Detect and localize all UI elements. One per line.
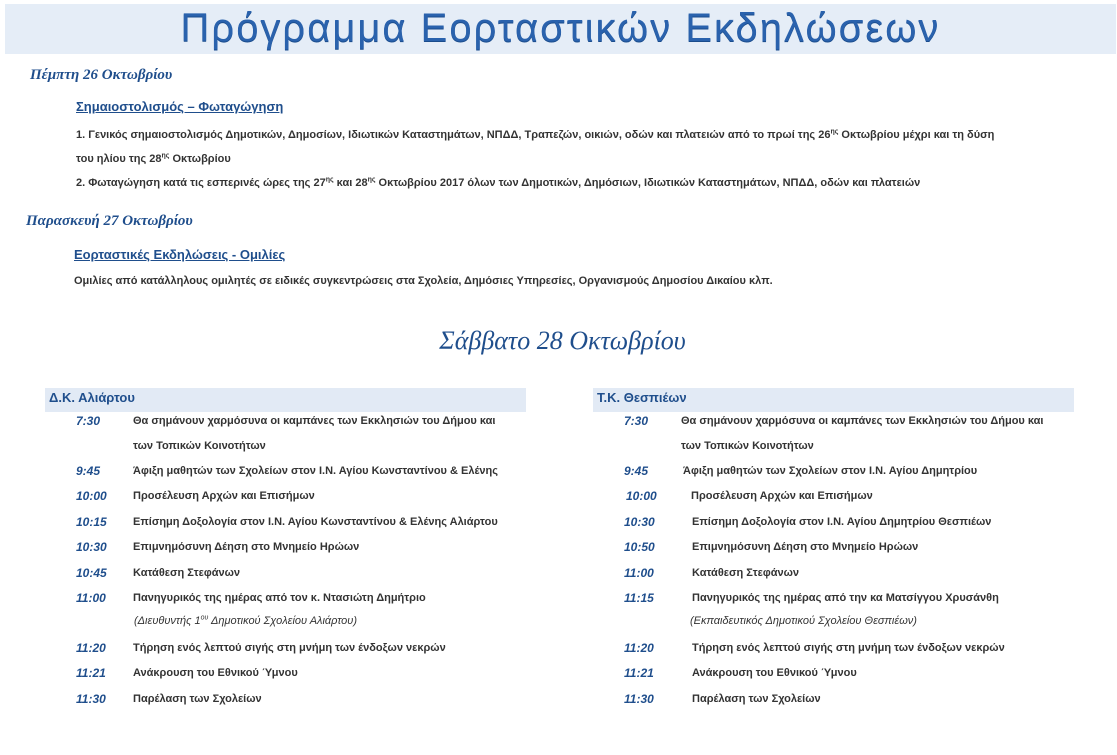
right-event: Παρέλαση των Σχολείων (692, 693, 821, 705)
left-event: Πανηγυρικός της ημέρας από τον κ. Ντασιώτη Δημήτριο (133, 592, 426, 604)
right-time: 11:00 (624, 566, 654, 580)
section-decoration-lighting: Σημαιοστολισμός – Φωταγώγηση (76, 99, 284, 114)
right-event: Ανάκρουση του Εθνικού Ύμνου (692, 667, 857, 679)
right-column-heading: Τ.Κ. Θεσπιέων (593, 388, 1074, 412)
right-time: 10:30 (624, 515, 655, 529)
left-event: Επιμνημόσυνη Δέηση στο Μνημείο Ηρώων (133, 541, 360, 553)
section-speeches: Εορταστικές Εκδηλώσεις - Ομιλίες (74, 247, 286, 262)
right-event: Θα σημάνουν χαρμόσυνα οι καμπάνες των Εκκλησιών του Δήμου και (681, 415, 1044, 427)
left-time: 11:00 (76, 591, 106, 605)
left-time: 11:30 (76, 692, 106, 706)
left-time: 7:30 (76, 414, 101, 428)
left-time: 11:21 (76, 666, 106, 680)
left-column-heading: Δ.Κ. Αλιάρτου (45, 388, 526, 412)
right-time: 7:30 (624, 414, 649, 428)
right-time: 11:15 (624, 591, 654, 605)
left-event: των Τοπικών Κοινοτήτων (133, 440, 266, 452)
right-event: Τήρηση ενός λεπτού σιγής στη μνήμη των ένδοξων νεκρών (692, 642, 1005, 654)
left-event: Θα σημάνουν χαρμόσυνα οι καμπάνες των Εκκλησιών του Δήμου και (133, 415, 496, 427)
right-event: Άφιξη μαθητών των Σχολείων στον Ι.Ν. Αγίου Δημητρίου (683, 465, 978, 477)
right-event: Πανηγυρικός της ημέρας από την κα Ματσίγγου Χρυσάνθη (692, 592, 999, 604)
left-time: 9:45 (76, 464, 101, 478)
left-event: Τήρηση ενός λεπτού σιγής στη μνήμη των ένδοξων νεκρών (133, 642, 446, 654)
left-time: 10:45 (76, 566, 107, 580)
right-time: 10:50 (624, 540, 655, 554)
left-event: Προσέλευση Αρχών και Επισήμων (133, 490, 315, 502)
left-time: 10:30 (76, 540, 107, 554)
right-event: Προσέλευση Αρχών και Επισήμων (691, 490, 873, 502)
decoration-item-1: 1. Γενικός σημαιοστολισμός Δημοτικών, Δημοσίων, Ιδιωτικών Καταστημάτων, ΝΠΔΔ, Τραπεζών, οικιών, οδών και πλατειών από το πρωί της $26^{\eta\varsigma}$ Οκτωβρίου μέχρι και τη δύση του ηλίου της $28^{\eta\varsigma}$ Οκτωβρίου (76, 128, 995, 165)
right-event: Επιμνημόσυνη Δέηση στο Μνημείο Ηρώων (692, 541, 919, 553)
left-event: Ανάκρουση του Εθνικού Ύμνου (133, 667, 298, 679)
title-banner (5, 4, 1116, 54)
left-time: 11:20 (76, 641, 106, 655)
left-event: Κατάθεση Στεφάνων (133, 567, 240, 579)
day-friday-heading: Παρασκευή 27 Οκτωβρίου (26, 213, 193, 229)
left-speaker-note: (Διευθυντής $1^{o\upsilon}$ Δημοτικού Σχολείου Αλιάρτου) (134, 614, 358, 627)
right-time: 9:45 (624, 464, 649, 478)
left-time: 10:15 (76, 515, 107, 529)
left-event: Άφιξη μαθητών των Σχολείων στον Ι.Ν. Αγίου Κωνσταντίνου & Ελένης (133, 465, 498, 477)
right-time: 11:20 (624, 641, 654, 655)
right-time: 10:00 (626, 489, 657, 503)
speeches-text: Ομιλίες από κατάλληλους ομιλητές σε ειδικές συγκεντρώσεις στα Σχολεία, Δημόσιες Υπηρεσίες, Οργανισμούς Δημοσίου Δικαίου κλπ. (74, 275, 773, 287)
day-thursday-heading: Πέμπτη 26 Οκτωβρίου (30, 67, 173, 83)
right-time: 11:21 (624, 666, 654, 680)
left-event: Επίσημη Δοξολογία στον Ι.Ν. Αγίου Κωνσταντίνου & Ελένης Αλιάρτου (133, 516, 498, 528)
right-event: Κατάθεση Στεφάνων (692, 567, 799, 579)
page-title: Πρόγραμμα Εορταστικών Εκδηλώσεων (180, 6, 941, 50)
right-speaker-note: (Εκπαιδευτικός Δημοτικού Σχολείου Θεσπιέων) (690, 615, 917, 627)
right-event: των Τοπικών Κοινοτήτων (681, 440, 814, 452)
lighting-item-2: 2. Φωταγώγηση κατά τις εσπερινές ώρες της $27^{\eta\varsigma}$ και $28^{\eta\varsigma}$ Οκτωβρίου 2017 όλων των Δημοτικών, Δημόσιων, Ιδιωτικών Καταστημάτων, ΝΠΔΔ, οδών και πλατειών (76, 176, 921, 189)
left-time: 10:00 (76, 489, 107, 503)
right-event: Επίσημη Δοξολογία στον Ι.Ν. Αγίου Δημητρίου Θεσπιέων (692, 516, 992, 528)
left-event: Παρέλαση των Σχολείων (133, 693, 262, 705)
right-time: 11:30 (624, 692, 654, 706)
day-saturday-heading: Σάββατο 28 Οκτωβρίου (439, 326, 686, 355)
